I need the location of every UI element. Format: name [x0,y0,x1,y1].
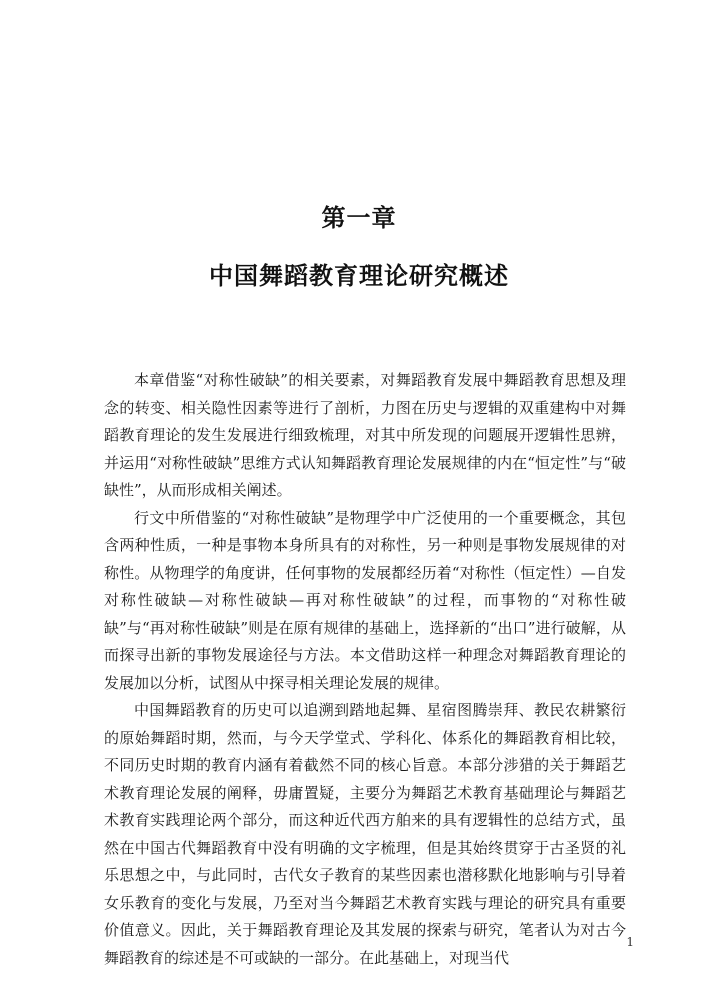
paragraph: 本章借鉴“对称性破缺”的相关要素，对舞蹈教育发展中舞蹈教育思想及理念的转变、相关隐性因素等进行了剖析，力图在历史与逻辑的双重建构中对舞蹈教育理论的发生发展进行细致梳理，对其中所发现的问题展开逻辑性思辨，并运用“对称性破缺”思维方式认知舞蹈教育理论发展规律的内在“恒定性”与“破缺性”，从而形成相关阐述。 [104,371,626,499]
chapter-title: 中国舞蹈教育理论研究概述 [209,262,509,290]
chapter-number: 第一章 [321,204,397,232]
page-number: 1 [626,935,634,949]
paragraph: 行文中所借鉴的“对称性破缺”是物理学中广泛使用的一个重要概念，其包含两种性质，一种是事物本身所具有的对称性，另一种则是事物发展规律的对称性。从物理学的角度讲，任何事物的发展都经历着“对称性（恒定性）—自发对称性破缺—对称性破缺—再对称性破缺”的过程，而事物的“对称性破缺”与“再对称性破缺”则是在原有规律的基础上，选择新的“出口”进行破解，从而探寻出新的事物发展途径与方法。本文借助这样一种理念对舞蹈教育理论的发展加以分析，试图从中探寻相关理论发展的规律。 [104,508,626,692]
paragraph: 中国舞蹈教育的历史可以追溯到踏地起舞、星宿图腾崇拜、教民农耕繁衍的原始舞蹈时期，然而，与今天学堂式、学科化、体系化的舞蹈教育相比较，不同历史时期的教育内涵有着截然不同的核心旨意。本部分涉猎的关于舞蹈艺术教育理论发展的阐释，毋庸置疑，主要分为舞蹈艺术教育基础理论与舞蹈艺术教育实践理论两个部分，而这种近代西方舶来的具有逻辑性的总结方式，虽然在中国古代舞蹈教育中没有明确的文字梳理，但是其始终贯穿于古圣贤的礼乐思想之中，与此同时，古代女子教育的某些因素也潜移默化地影响与引导着女乐教育的变化与发展，乃至对当今舞蹈艺术教育实践与理论的研究具有重要价值意义。因此，关于舞蹈教育理论及其发展的探索与研究，笔者认为对古今舞蹈教育的综述是不可或缺的一部分。在此基础上，对现当代 [104,701,626,967]
body-text [104,367,626,972]
